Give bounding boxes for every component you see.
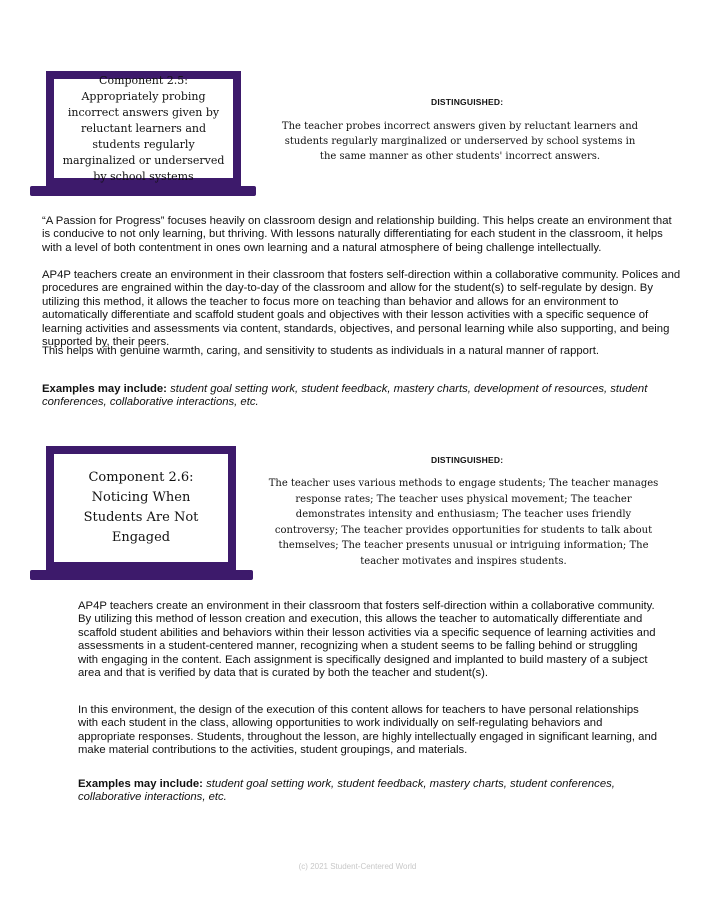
component-2-6-title: Component 2.6: Noticing When Students Are Not Engaged (83, 470, 199, 545)
distinguished-text-2: The teacher uses various methods to engage students; The teacher manages response rates; The teacher uses physical movement; The teacher demonstrates intensity and enthusiasm; The teacher uses friendly controversy; The teacher provides opportunities for students to talk about themselves; The teacher presents unusual or intriguing information; The teacher motivates and inspires students. (268, 478, 659, 567)
section2-examples (78, 778, 660, 805)
section1-paragraph-1: “A Passion for Progress” focuses heavily on classroom design and relationship building. This helps create an environment that is conducive to not only learning, but thriving. With lessons naturally differentiating for each student in the classroom, it helps with a level of both contentment in ones own learning and a natural atmosphere of being challenge intellectually. (42, 215, 672, 254)
footer-copyright: (c) 2021 Student-Centered World (298, 862, 417, 871)
component-2-6-laptop-base (30, 570, 253, 580)
section2-paragraph-2: In this environment, the design of the execution of this content allows for teachers to have personal relationships with each student in the class, allowing opportunities to work individually on self-regulating behaviors and appropriate responses. Students, throughout the lesson, are highly intellectually engaged in significant learning, and make material contributions to the activities, student groupings, and materials. (78, 704, 658, 757)
examples-label-2: Examples may include: (78, 778, 203, 790)
component-2-5-title: Component 2.5: Appropriately probing incorrect answers given by reluctant learners and students regularly marginalized or underserved by school systems (62, 73, 225, 183)
section1-paragraph-3: This helps with genuine warmth, caring, and sensitivity to students as individuals in a natural manner of rapport. (42, 345, 599, 357)
distinguished-label-2: DISTINGUISHED: (431, 455, 504, 465)
component-2-5-screen (46, 71, 241, 186)
distinguished-text-1: The teacher probes incorrect answers given by reluctant learners and students regularly marginalized or underserved by school systems in the same manner as other students' incorrect answers. (281, 121, 639, 162)
section1-examples (42, 383, 682, 410)
examples-text-2: student goal setting work, student feedback, mastery charts, student conferences, collaborative interactions, etc. (78, 778, 615, 804)
distinguished-label-1: DISTINGUISHED: (431, 97, 504, 107)
examples-label-1: Examples may include: (42, 383, 167, 395)
component-2-6-screen (46, 446, 236, 570)
section1-paragraph-2: AP4P teachers create an environment in their classroom that fosters self-direction within a collaborative community. Polices and procedures are engrained within the day-to-day of the classroom and allow for the student(s) to self-regulate by design. By utilizing this method, it allows the teacher to focus more on teaching than behavior and allows for an environment to automatically differentiate and scaffold student goals and objectives with their lesson activities with a specific sequence of learning activities and assessments via content, standards, objectives, and personal learning while also supporting, and being supported by, their peers. (42, 269, 681, 349)
component-2-5-laptop-base (30, 186, 256, 196)
section2-paragraph-1: AP4P teachers create an environment in their classroom that fosters self-direction within a collaborative community. By utilizing this method of lesson creation and execution, this allows the teacher to automatically differentiate and scaffold student abilities and behaviors within their lesson activities via a specific sequence of learning activities and assessments in a student-centered manner, recognizing when a student seems to be falling behind or struggling with engaging in the content. Each assignment is specifically designed and implanted to build mastery of a subject area and that is verified by data that is curated by both the teacher and student(s). (78, 600, 656, 680)
examples-text-1: student goal setting work, student feedback, mastery charts, development of resources, student conferences, collaborative interactions, etc. (42, 383, 648, 409)
